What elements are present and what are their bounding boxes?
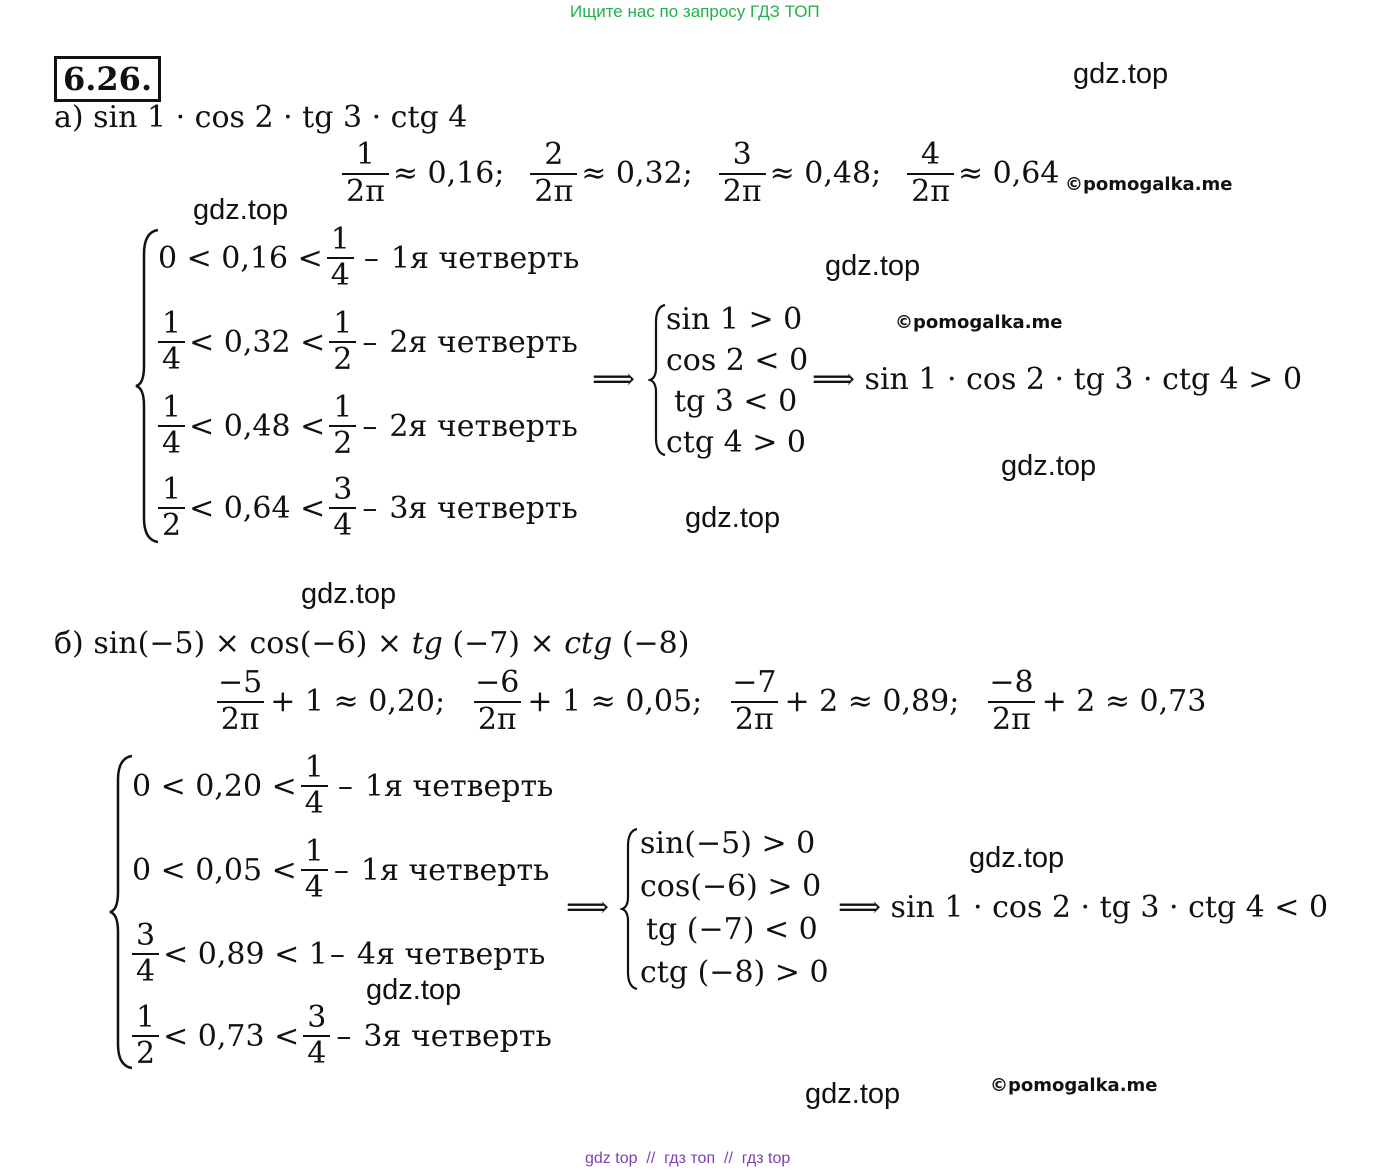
dash: – xyxy=(362,490,378,526)
fraction: $\frac{3}{4}$ xyxy=(329,473,356,544)
part-a-conclusion: ⟹ sin 1 · cos 2 · tg 3 · ctg 4 > 0 xyxy=(812,362,1303,397)
system-row xyxy=(158,466,578,550)
sign-item: ctg (−8) > 0 xyxy=(640,955,829,990)
inequality: < 0,32 < xyxy=(189,324,326,360)
inequality: 0 < 0,20 < xyxy=(132,768,297,804)
fraction-result: + 1 ≈ 0,20; xyxy=(270,684,446,719)
watermark-gdz: gdz.top xyxy=(1001,450,1097,482)
sign-item: sin 1 > 0 xyxy=(666,302,803,337)
fraction-result: ≈ 0,64 xyxy=(957,156,1060,191)
sign-item: tg 3 < 0 xyxy=(674,384,798,419)
fraction: $\frac{4}{2\pi}$ xyxy=(907,138,954,209)
fraction: $\frac{1}{4}$ xyxy=(158,391,185,462)
watermark-gdz: gdz.top xyxy=(1073,58,1169,90)
implies-arrow: ⟹ xyxy=(592,362,636,397)
system-row xyxy=(132,744,553,828)
watermark-gdz: gdz.top xyxy=(969,842,1065,874)
watermark-gdz: gdz.top xyxy=(301,578,397,610)
fraction-result: ≈ 0,48; xyxy=(769,156,882,191)
part-a-expression: sin 1 · cos 2 · tg 3 · ctg 4 xyxy=(93,100,468,135)
signs-list xyxy=(640,822,829,994)
quarter-label: 3я четверть xyxy=(389,490,578,526)
watermark-pomogalka: ©pomogalka.me xyxy=(990,1075,1158,1096)
fraction-result: ≈ 0,32; xyxy=(581,156,693,191)
fraction: $\frac{3}{4}$ xyxy=(132,919,159,990)
fraction-result: + 2 ≈ 0,89; xyxy=(784,684,960,719)
part-a-header xyxy=(54,100,467,135)
signs-brace xyxy=(620,826,640,992)
dash: – xyxy=(337,768,353,804)
quarter-label: 1я четверть xyxy=(364,768,554,804)
watermark-gdz: gdz.top xyxy=(825,250,921,282)
fraction: $\frac{3}{4}$ xyxy=(303,1001,330,1072)
part-b-conclusion: ⟹ sin 1 · cos 2 · tg 3 · ctg 4 < 0 xyxy=(838,890,1329,925)
system-row xyxy=(132,912,545,996)
quarter-label: 2я четверть xyxy=(389,324,578,360)
part-a-label: а) xyxy=(54,100,84,135)
inequality: < 0,73 < xyxy=(163,1018,300,1054)
watermark-pomogalka: ©pomogalka.me xyxy=(895,312,1063,333)
part-b-label: б) xyxy=(54,626,84,661)
inequality: < 0,48 < xyxy=(189,408,326,444)
fraction: $\frac{-7}{2\pi}$ xyxy=(732,665,777,737)
dash: – xyxy=(333,852,349,888)
system-row xyxy=(132,828,549,912)
fraction: $\frac{1}{4}$ xyxy=(327,223,354,294)
dash: – xyxy=(363,240,379,276)
fraction: $\frac{-8}{2\pi}$ xyxy=(989,665,1034,737)
quarter-label: 1я четверть xyxy=(390,240,580,276)
watermark-gdz: gdz.top xyxy=(193,194,289,226)
watermark-gdz: gdz.top xyxy=(685,502,781,534)
sign-item: tg (−7) < 0 xyxy=(646,912,818,947)
part-b-expression: sin(−5) × cos(−6) × tg (−7) × ctg (−8) xyxy=(93,626,690,661)
watermark-pomogalka: ©pomogalka.me xyxy=(1065,174,1233,195)
sign-item: cos 2 < 0 xyxy=(666,343,809,378)
quarter-label: 3я четверть xyxy=(363,1018,552,1054)
fraction-result: + 2 ≈ 0,73 xyxy=(1041,684,1207,719)
dash: – xyxy=(362,408,378,444)
dash: – xyxy=(362,324,378,360)
fraction: $\frac{1}{2}$ xyxy=(158,473,185,544)
inequality: 0 < 0,05 < xyxy=(132,852,297,888)
quarter-label: 4я четверть xyxy=(356,936,546,972)
fraction-result: + 1 ≈ 0,05; xyxy=(527,684,703,719)
fraction: $\frac{1}{2}$ xyxy=(329,391,356,462)
system-row xyxy=(158,384,578,468)
fraction: $\frac{-5}{2\pi}$ xyxy=(218,665,263,737)
signs-list xyxy=(666,299,808,463)
inequality: < 0,64 < xyxy=(189,490,326,526)
fraction: $\frac{-6}{2\pi}$ xyxy=(475,665,520,737)
part-a-fractions xyxy=(338,138,1059,209)
quarter-label: 1я четверть xyxy=(360,852,550,888)
fraction: $\frac{1}{4}$ xyxy=(301,751,328,822)
fraction: $\frac{2}{2\pi}$ xyxy=(530,138,577,209)
fraction: $\frac{1}{2}$ xyxy=(329,307,356,378)
sign-item: ctg 4 > 0 xyxy=(666,425,806,460)
quarter-label: 2я четверть xyxy=(389,408,578,444)
fraction: $\frac{1}{2}$ xyxy=(132,1001,159,1072)
problem-number: 6.26. xyxy=(54,56,161,102)
sign-item: sin(−5) > 0 xyxy=(640,826,816,861)
system-row xyxy=(132,994,552,1078)
part-b-fractions xyxy=(210,666,1206,737)
sign-item: cos(−6) > 0 xyxy=(640,869,822,904)
top-banner: Ищите нас по запросу ГДЗ ТОП xyxy=(570,2,820,21)
part-b-header xyxy=(54,626,689,661)
system-row xyxy=(158,216,579,300)
footer-links[interactable]: gdz top // гдз топ // гдз top xyxy=(585,1150,791,1167)
inequality: 0 < 0,16 < xyxy=(158,240,323,276)
inequality: < 0,89 < 1 xyxy=(163,936,328,972)
implies-arrow: ⟹ xyxy=(566,890,610,925)
fraction-result: ≈ 0,16; xyxy=(392,156,505,191)
dash: – xyxy=(336,1018,352,1054)
watermark-gdz: gdz.top xyxy=(805,1078,901,1110)
signs-brace xyxy=(648,302,668,458)
dash: – xyxy=(329,936,345,972)
watermark-gdz: gdz.top xyxy=(366,974,462,1006)
fraction: $\frac{1}{4}$ xyxy=(301,835,328,906)
fraction: $\frac{1}{2\pi}$ xyxy=(342,138,389,209)
system-row xyxy=(158,300,578,384)
fraction: $\frac{1}{4}$ xyxy=(158,307,185,378)
fraction: $\frac{3}{2\pi}$ xyxy=(719,138,766,209)
